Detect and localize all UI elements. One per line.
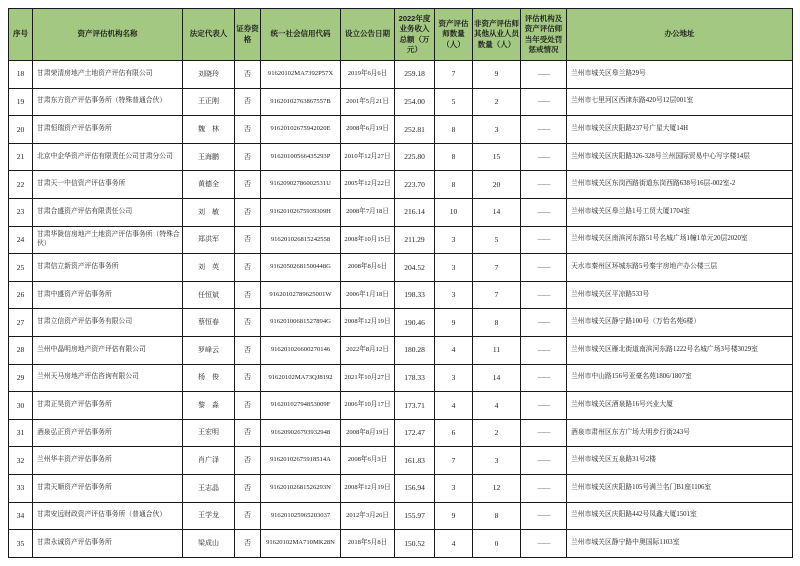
table-row-26 [9, 281, 793, 309]
cell-other-staff-count: 0 [473, 530, 521, 558]
cell-legal-representative: 肖广泽 [183, 447, 235, 475]
cell-2022-revenue: 161.83 [395, 447, 435, 475]
cell-securities-qualification: 否 [235, 364, 261, 392]
cell-index: 21 [9, 143, 33, 171]
cell-penalty-status: —— [521, 116, 567, 144]
table-row-25 [9, 254, 793, 282]
cell-penalty-status: —— [521, 88, 567, 116]
table-row-22 [9, 171, 793, 199]
cell-securities-qualification: 否 [235, 530, 261, 558]
cell-institution-name: 甘肃永诚资产评估事务所 [33, 530, 183, 558]
cell-announcement-date: 2021年10月27日 [341, 364, 395, 392]
cell-credit-code: 91620102794853009F [261, 392, 341, 420]
cell-appraiser-count: 8 [435, 116, 473, 144]
cell-legal-representative: 魏 林 [183, 116, 235, 144]
cell-appraiser-count: 6 [435, 419, 473, 447]
cell-other-staff-count: 11 [473, 336, 521, 364]
cell-penalty-status: —— [521, 198, 567, 226]
cell-office-address: 兰州市城关区庆阳路326-328号兰州国际贸易中心写字楼14层 [567, 143, 793, 171]
cell-office-address: 兰州市城关区庆阳路442号凤鑫大厦1501室 [567, 502, 793, 530]
cell-office-address: 兰州市中山路156号亚豪名苑1806/1807室 [567, 364, 793, 392]
cell-2022-revenue: 211.29 [395, 226, 435, 254]
cell-announcement-date: 2008年7月18日 [341, 198, 395, 226]
cell-other-staff-count: 4 [473, 392, 521, 420]
cell-securities-qualification: 否 [235, 502, 261, 530]
cell-penalty-status: —— [521, 309, 567, 337]
cell-credit-code: 91620102675939309H [261, 198, 341, 226]
cell-office-address: 兰州市城关区雁北街道南滨河东路1222号名城广场3号楼3029室 [567, 336, 793, 364]
cell-institution-name: 甘肃信立新资产评估事务所 [33, 254, 183, 282]
cell-2022-revenue: 172.47 [395, 419, 435, 447]
cell-securities-qualification: 否 [235, 88, 261, 116]
cell-2022-revenue: 216.14 [395, 198, 435, 226]
cell-index: 29 [9, 364, 33, 392]
cell-institution-name: 甘肃安远财政资产评估事务所（普通合伙） [33, 502, 183, 530]
header-col-legal-representative: 法定代表人 [183, 9, 235, 61]
cell-securities-qualification: 否 [235, 171, 261, 199]
cell-other-staff-count: 7 [473, 281, 521, 309]
cell-office-address: 兰州市城关区静宁路100号（万怡名苑6楼） [567, 309, 793, 337]
table-row-31 [9, 419, 793, 447]
cell-2022-revenue: 259.18 [395, 61, 435, 89]
cell-announcement-date: 2008年6月3日 [341, 447, 395, 475]
cell-other-staff-count: 9 [473, 61, 521, 89]
cell-office-address: 兰州市城关区平凉路533号 [567, 281, 793, 309]
table-row-20 [9, 116, 793, 144]
cell-appraiser-count: 3 [435, 281, 473, 309]
cell-index: 32 [9, 447, 33, 475]
cell-index: 27 [9, 309, 33, 337]
cell-securities-qualification: 否 [235, 143, 261, 171]
cell-appraiser-count: 8 [435, 171, 473, 199]
cell-legal-representative: 罗峰云 [183, 336, 235, 364]
header-col-securities-qualification: 证券资格 [235, 9, 261, 61]
cell-appraiser-count: 3 [435, 226, 473, 254]
cell-appraiser-count: 4 [435, 530, 473, 558]
cell-legal-representative: 郑洪军 [183, 226, 235, 254]
cell-penalty-status: —— [521, 171, 567, 199]
cell-announcement-date: 2006年10月17日 [341, 392, 395, 420]
cell-index: 35 [9, 530, 33, 558]
cell-other-staff-count: 8 [473, 309, 521, 337]
table-row-32 [9, 447, 793, 475]
cell-announcement-date: 2006年1月18日 [341, 281, 395, 309]
cell-office-address: 兰州市城关区静宁路中奥国际1103室 [567, 530, 793, 558]
cell-credit-code: 916201026815242558 [261, 226, 341, 254]
cell-institution-name: 甘肃东方资产评估事务所（特殊普通合伙） [33, 88, 183, 116]
cell-index: 19 [9, 88, 33, 116]
cell-institution-name: 兰州天马房地产评估咨询有限公司 [33, 364, 183, 392]
cell-institution-name: 甘肃恒瑞资产评估事务所 [33, 116, 183, 144]
cell-appraiser-count: 7 [435, 447, 473, 475]
cell-index: 18 [9, 61, 33, 89]
cell-appraiser-count: 9 [435, 502, 473, 530]
cell-other-staff-count: 14 [473, 198, 521, 226]
cell-legal-representative: 杨 俊 [183, 364, 235, 392]
cell-securities-qualification: 否 [235, 61, 261, 89]
cell-institution-name: 北京中企华资产评估有限责任公司甘肃分公司 [33, 143, 183, 171]
cell-office-address: 兰州市城关区皋兰路29号 [567, 61, 793, 89]
cell-office-address: 兰州市城关区酒泉路16号兴业大厦 [567, 392, 793, 420]
cell-office-address: 兰州市城关区五泉路31号2楼 [567, 447, 793, 475]
cell-announcement-date: 2001年5月21日 [341, 88, 395, 116]
cell-institution-name: 甘肃立信资产评估事务有限公司 [33, 309, 183, 337]
cell-penalty-status: —— [521, 474, 567, 502]
cell-credit-code: 91620102763867557B [261, 88, 341, 116]
cell-other-staff-count: 2 [473, 88, 521, 116]
cell-penalty-status: —— [521, 447, 567, 475]
cell-penalty-status: —— [521, 530, 567, 558]
cell-credit-code: 91620902786002531U [261, 171, 341, 199]
cell-index: 24 [9, 226, 33, 254]
cell-penalty-status: —— [521, 143, 567, 171]
table-row-28 [9, 336, 793, 364]
table-row-33 [9, 474, 793, 502]
cell-credit-code: 916201026600270146 [261, 336, 341, 364]
cell-securities-qualification: 否 [235, 474, 261, 502]
cell-2022-revenue: 178.33 [395, 364, 435, 392]
cell-appraiser-count: 4 [435, 392, 473, 420]
cell-2022-revenue: 198.33 [395, 281, 435, 309]
cell-other-staff-count: 8 [473, 502, 521, 530]
cell-penalty-status: —— [521, 254, 567, 282]
cell-2022-revenue: 156.94 [395, 474, 435, 502]
table-row-29 [9, 364, 793, 392]
cell-office-address: 兰州市城关区南滨河东路51号名城广场1幢1单元20层2020室 [567, 226, 793, 254]
cell-other-staff-count: 2 [473, 419, 521, 447]
cell-legal-representative: 王学龙 [183, 502, 235, 530]
cell-credit-code: 91620102675942020E [261, 116, 341, 144]
cell-announcement-date: 2005年12月22日 [341, 171, 395, 199]
cell-credit-code: 91620102675918514A [261, 447, 341, 475]
cell-legal-representative: 王海鹏 [183, 143, 235, 171]
cell-securities-qualification: 否 [235, 447, 261, 475]
cell-2022-revenue: 223.70 [395, 171, 435, 199]
cell-securities-qualification: 否 [235, 226, 261, 254]
table-row-23 [9, 198, 793, 226]
cell-index: 33 [9, 474, 33, 502]
cell-announcement-date: 2008年12月19日 [341, 309, 395, 337]
cell-securities-qualification: 否 [235, 336, 261, 364]
header-col-penalty-status: 评估机构及资产评估师当年受处罚惩戒情况 [521, 9, 567, 61]
cell-office-address: 兰州市七里河区西津东路420号12层001室 [567, 88, 793, 116]
cell-other-staff-count: 20 [473, 171, 521, 199]
cell-index: 25 [9, 254, 33, 282]
cell-legal-representative: 梁成山 [183, 530, 235, 558]
cell-legal-representative: 刘 英 [183, 254, 235, 282]
cell-penalty-status: —— [521, 502, 567, 530]
cell-other-staff-count: 7 [473, 254, 521, 282]
cell-securities-qualification: 否 [235, 198, 261, 226]
cell-legal-representative: 黎 淼 [183, 392, 235, 420]
cell-office-address: 兰州市城关区皋兰路1号工贸大厦1704室 [567, 198, 793, 226]
cell-index: 31 [9, 419, 33, 447]
cell-securities-qualification: 否 [235, 254, 261, 282]
cell-appraiser-count: 7 [435, 61, 473, 89]
cell-2022-revenue: 252.81 [395, 116, 435, 144]
cell-index: 26 [9, 281, 33, 309]
cell-announcement-date: 2008年8月19日 [341, 419, 395, 447]
cell-institution-name: 甘肃天顺资产评估事务所 [33, 474, 183, 502]
cell-announcement-date: 2008年8月6日 [341, 254, 395, 282]
cell-other-staff-count: 5 [473, 226, 521, 254]
table-body [9, 61, 793, 558]
cell-penalty-status: —— [521, 226, 567, 254]
cell-2022-revenue: 254.00 [395, 88, 435, 116]
cell-securities-qualification: 否 [235, 419, 261, 447]
header-row [9, 9, 793, 61]
cell-announcement-date: 2010年12月27日 [341, 143, 395, 171]
cell-credit-code: 916209026793932948 [261, 419, 341, 447]
cell-securities-qualification: 否 [235, 392, 261, 420]
cell-office-address: 兰州市城关区庆阳路105号满兰名门B1座1106室 [567, 474, 793, 502]
cell-legal-representative: 刘晓玲 [183, 61, 235, 89]
cell-index: 28 [9, 336, 33, 364]
cell-institution-name: 甘肃正昊资产评估事务所 [33, 392, 183, 420]
cell-institution-name: 甘肃荣清房地产土地资产评估有限公司 [33, 61, 183, 89]
cell-index: 22 [9, 171, 33, 199]
cell-announcement-date: 2018年5月8日 [341, 530, 395, 558]
cell-index: 34 [9, 502, 33, 530]
cell-securities-qualification: 否 [235, 116, 261, 144]
cell-legal-representative: 王宏明 [183, 419, 235, 447]
cell-institution-name: 甘肃华陇信房地产土地资产评估事务所（特殊合伙） [33, 226, 183, 254]
header-col-index: 序号 [9, 9, 33, 61]
cell-2022-revenue: 225.80 [395, 143, 435, 171]
appraisal-institutions-table [8, 8, 793, 558]
cell-credit-code: 91620102MA73QJ8192 [261, 364, 341, 392]
cell-office-address: 兰州市城关区东岗西路街道东岗西路638号16层-002室-2 [567, 171, 793, 199]
cell-appraiser-count: 4 [435, 336, 473, 364]
cell-institution-name: 甘肃天一中信资产评估事务所 [33, 171, 183, 199]
cell-other-staff-count: 3 [473, 116, 521, 144]
cell-penalty-status: —— [521, 61, 567, 89]
cell-institution-name: 兰州中晶明房地产资产评估有限公司 [33, 336, 183, 364]
cell-legal-representative: 王正刚 [183, 88, 235, 116]
header-col-2022-revenue: 2022年度业务收入总额（万元） [395, 9, 435, 61]
header-col-institution-name: 资产评估机构名称 [33, 9, 183, 61]
cell-institution-name: 酒泉弘正资产评估事务所 [33, 419, 183, 447]
cell-penalty-status: —— [521, 392, 567, 420]
cell-credit-code: 91620102MA710MK28N [261, 530, 341, 558]
header-col-office-address: 办公地址 [567, 9, 793, 61]
cell-institution-name: 甘肃中盛资产评估事务所 [33, 281, 183, 309]
cell-announcement-date: 2008年6月19日 [341, 116, 395, 144]
cell-credit-code: 91620502681500448G [261, 254, 341, 282]
cell-legal-representative: 黄德全 [183, 171, 235, 199]
cell-2022-revenue: 180.28 [395, 336, 435, 364]
table-row-19 [9, 88, 793, 116]
cell-appraiser-count: 3 [435, 254, 473, 282]
cell-other-staff-count: 12 [473, 474, 521, 502]
cell-announcement-date: 2012年3月26日 [341, 502, 395, 530]
cell-announcement-date: 2008年12月19日 [341, 474, 395, 502]
cell-index: 23 [9, 198, 33, 226]
cell-appraiser-count: 5 [435, 88, 473, 116]
cell-penalty-status: —— [521, 281, 567, 309]
cell-other-staff-count: 14 [473, 364, 521, 392]
table-row-34 [9, 502, 793, 530]
cell-legal-representative: 蔡恒春 [183, 309, 235, 337]
cell-penalty-status: —— [521, 419, 567, 447]
cell-announcement-date: 2022年8月12日 [341, 336, 395, 364]
table-header [9, 9, 793, 61]
cell-credit-code: 91620102681526293N [261, 474, 341, 502]
cell-2022-revenue: 150.52 [395, 530, 435, 558]
table-row-30 [9, 392, 793, 420]
cell-credit-code: 916201025965203037 [261, 502, 341, 530]
table-row-18 [9, 61, 793, 89]
cell-2022-revenue: 173.71 [395, 392, 435, 420]
cell-credit-code: 91620102789625001W [261, 281, 341, 309]
cell-securities-qualification: 否 [235, 281, 261, 309]
table-row-24 [9, 226, 793, 254]
cell-securities-qualification: 否 [235, 309, 261, 337]
cell-credit-code: 91620100566435293P [261, 143, 341, 171]
table-row-21 [9, 143, 793, 171]
cell-office-address: 天水市秦州区环城东路5号秦宇房地产办公楼三层 [567, 254, 793, 282]
cell-index: 30 [9, 392, 33, 420]
cell-other-staff-count: 15 [473, 143, 521, 171]
header-col-other-staff-count: 非资产评估师其他从业人员数量（人） [473, 9, 521, 61]
cell-credit-code: 91620100681527894G [261, 309, 341, 337]
cell-2022-revenue: 204.52 [395, 254, 435, 282]
cell-penalty-status: —— [521, 336, 567, 364]
cell-appraiser-count: 8 [435, 143, 473, 171]
cell-appraiser-count: 9 [435, 309, 473, 337]
cell-appraiser-count: 3 [435, 474, 473, 502]
cell-announcement-date: 2019年6月6日 [341, 61, 395, 89]
cell-appraiser-count: 3 [435, 364, 473, 392]
cell-credit-code: 91620102MA7392P57X [261, 61, 341, 89]
cell-legal-representative: 王志晶 [183, 474, 235, 502]
cell-penalty-status: —— [521, 364, 567, 392]
cell-legal-representative: 任恒斌 [183, 281, 235, 309]
header-col-appraiser-count: 资产评估师数量（人） [435, 9, 473, 61]
cell-announcement-date: 2008年10月15日 [341, 226, 395, 254]
header-col-announcement-date: 设立公告日期 [341, 9, 395, 61]
cell-2022-revenue: 190.46 [395, 309, 435, 337]
cell-office-address: 兰州市城关区庆阳路237号广星大厦14H [567, 116, 793, 144]
cell-institution-name: 甘肃合盛资产评估有限责任公司 [33, 198, 183, 226]
cell-institution-name: 兰州华丰资产评估事务所 [33, 447, 183, 475]
table-row-35 [9, 530, 793, 558]
cell-index: 20 [9, 116, 33, 144]
cell-legal-representative: 刘 敏 [183, 198, 235, 226]
cell-office-address: 酒泉市肃州区东方广场大明步行街243号 [567, 419, 793, 447]
header-col-credit-code: 统一社会信用代码 [261, 9, 341, 61]
table-row-27 [9, 309, 793, 337]
cell-other-staff-count: 3 [473, 447, 521, 475]
cell-2022-revenue: 155.97 [395, 502, 435, 530]
cell-appraiser-count: 10 [435, 198, 473, 226]
